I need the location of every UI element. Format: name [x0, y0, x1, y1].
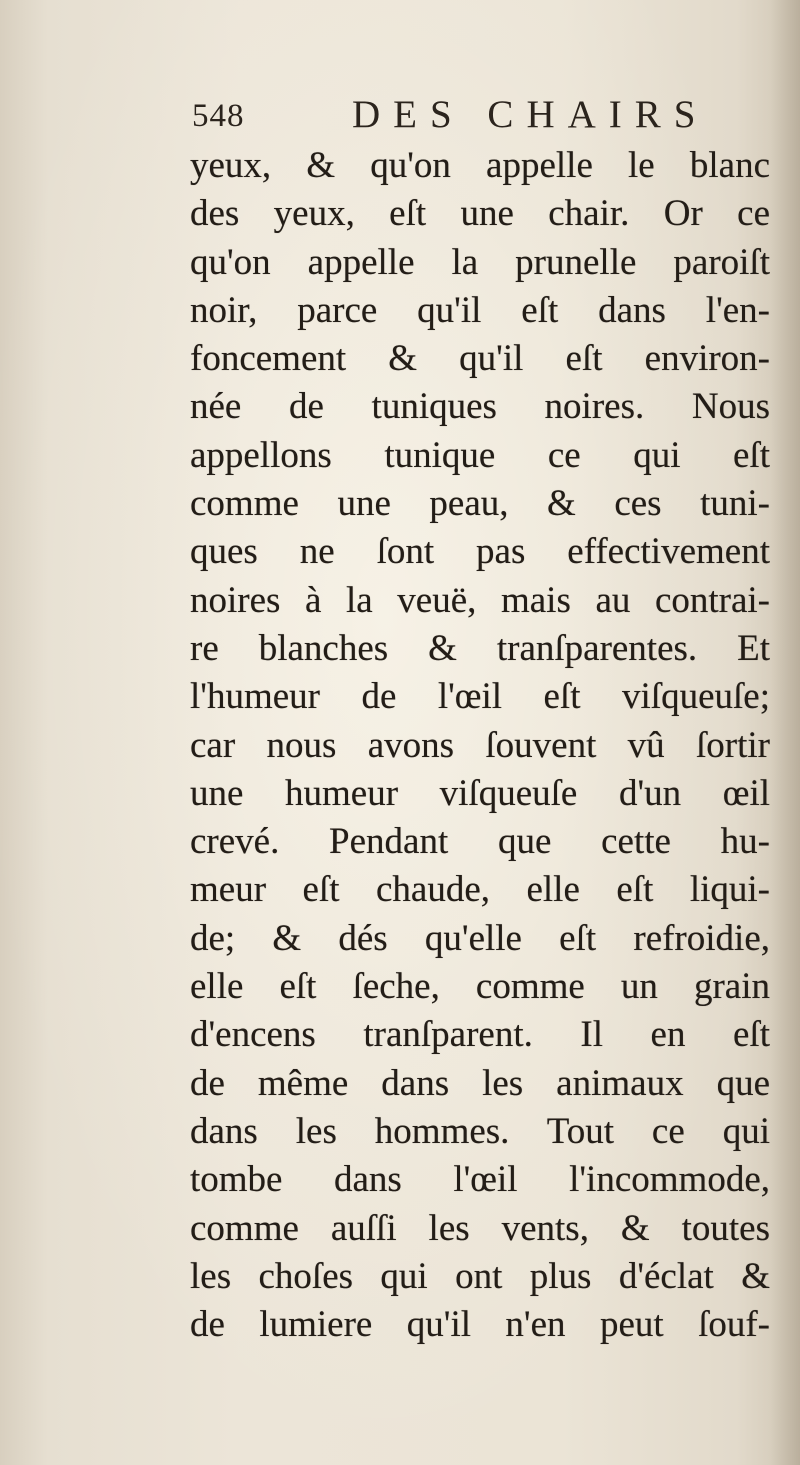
text-line: comme auſſi les vents, & toutes [190, 1207, 770, 1249]
text-line: appellons tunique ce qui eſt [190, 434, 770, 476]
text-line: crevé. Pendant que cette hu- [190, 821, 770, 863]
text-line: dans les hommes. Tout ce qui [190, 1110, 770, 1152]
text-line: comme une peau, & ces tuni- [190, 483, 770, 525]
text-line: qu'on appelle la prunelle paroiſt [190, 241, 770, 283]
text-line: meur eſt chaude, elle eſt liqui- [190, 869, 770, 911]
page-header [192, 92, 709, 148]
text-line: des yeux, eſt une chair. Or ce [190, 193, 770, 235]
text-line: de; & dés qu'elle eſt refroidie, [190, 917, 770, 959]
text-line: elle eſt ſeche, comme un grain [190, 966, 770, 1008]
text-line: de lumiere qu'il n'en peut ſouf- [190, 1304, 770, 1346]
text-line: re blanches & tranſparentes. Et [190, 627, 770, 669]
text-line: tombe dans l'œil l'incommode, [190, 1159, 770, 1201]
page-number: 548 [192, 98, 245, 134]
text-line: de même dans les animaux que [190, 1062, 770, 1104]
text-line: née de tuniques noires. Nous [190, 386, 770, 428]
text-line: noir, parce qu'il eſt dans l'en- [190, 289, 770, 331]
text-line: foncement & qu'il eſt environ- [190, 338, 770, 380]
text-line: d'encens tranſparent. Il en eſt [190, 1014, 770, 1056]
text-line: l'humeur de l'œil eſt viſqueuſe; [190, 676, 770, 718]
running-head: DES CHAIRS [352, 93, 709, 136]
text-line: une humeur viſqueuſe d'un œil [190, 772, 770, 814]
text-line: car nous avons ſouvent vû ſortir [190, 724, 770, 766]
body-text [190, 142, 770, 1349]
text-line: les choſes qui ont plus d'éclat & [190, 1255, 770, 1297]
text-line: noires à la veuë, mais au contrai- [190, 579, 770, 621]
text-line: ques ne ſont pas effectivement [190, 531, 770, 573]
text-line: yeux, & qu'on appelle le blanc [190, 145, 770, 186]
